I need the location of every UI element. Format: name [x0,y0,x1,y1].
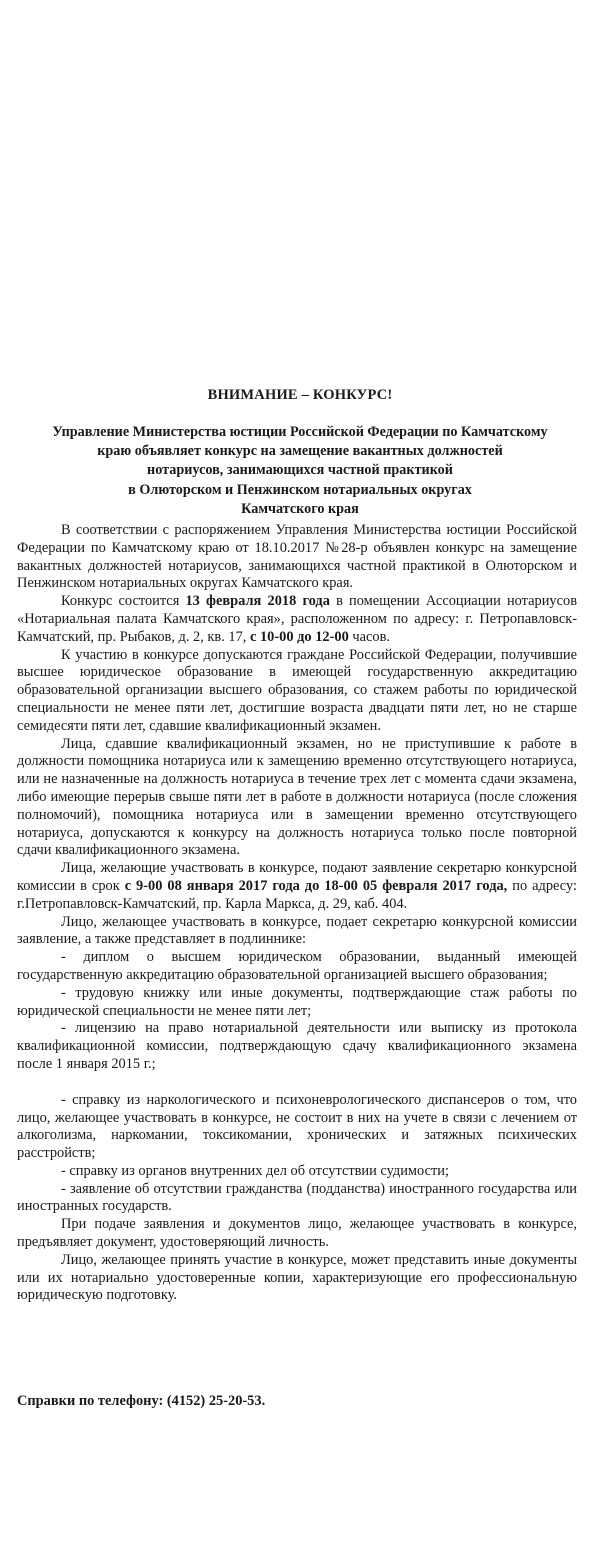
paragraph-reexam: Лица, сдавшие квалификационный экзамен, но не приступившие к работе в должности помощника нотариуса или к замещению временно отсутствующего нотариуса, или не назначенные на должность нотариуса в течение трех лет с момента сдачи экзамена, либо имеющие перерыв свыше пяти лет в работе в должности нотариуса (после сложения полномочий), помощника нотариуса или в замещении временно отсутствующего нотариуса, допускаются к конкурсу на должность нотариуса только после повторной сдачи квалификационного экзамена. [17,735,577,859]
announcement-heading [20,423,580,519]
announcement-body [17,522,577,1305]
list-item: - трудовую книжку или иные документы, подтверждающие стаж работы по юридической специальности не менее пяти лет; [17,984,577,1019]
contest-date: 13 февраля 2018 года [185,593,330,610]
list-item: - диплом о высшем юридическом образовании, выданный имеющей государственную аккредитацию образовательной организацией высшего образования; [17,949,577,983]
list-item: - заявление об отсутствии гражданства (подданства) иностранного государства или иностранных государств. [17,1180,577,1215]
list-item: - лицензию на право нотариальной деятельности или выписку из протокола квалификационной комиссии, подтверждающую сдачу квалификационного экзамена после 1 января 2015 г.; [17,1020,577,1072]
reference-phone: Справки по телефону: (4152) 25-20-53. [17,1393,266,1409]
contest-time: с 10-00 до 12-00 [250,628,349,645]
heading-line: краю объявляет конкурс на замещение вакантных должностей [97,443,503,460]
heading-line: Камчатского края [241,500,359,517]
heading-line: Управление Министерства юстиции Российской Федерации по Камчатскому [52,424,548,440]
heading-line: в Олюторском и Пенжинском нотариальных округах [128,481,472,498]
heading-line: нотариусов, занимающихся частной практикой [147,462,453,479]
application-period: с 9-00 08 января 2017 года до 18-00 05 февраля 2017 года, [124,877,508,894]
paragraph-eligibility: К участию в конкурсе допускаются граждане Российской Федерации, получившие высшее юридическое образование в имеющей государственную аккредитацию образовательной организации высшего образования, со стажем работы по юридической специальности не менее пяти лет, достигшие возраста двадцати пяти лет, но не старше семидесяти пяти лет, сдавшие квалификационный экзамен. [17,646,577,734]
paragraph-basis: В соответствии с распоряжением Управления Министерства юстиции Российской Федерации по Камчатскому краю от 18.10.2017 №28-р объявлен конкурс на замещение вакантных должностей нотариусов, занимающихся частной практикой в Олюторском и Пенжинском нотариальных округах Камчатского края. [17,522,577,592]
list-item: - справку из наркологического и психоневрологического диспансеров о том, что лицо, желающее участвовать в конкурсе, не состоит в них на учете в связи с лечением от алкоголизма, наркомании, токсикомании, хронических и затяжных психических расстройств; [17,1091,577,1162]
paragraph-contest-date: Конкурс состоится 13 февраля 2018 года в помещении Ассоциации нотариусов «Нотариальная палата Камчатского края», расположенном по адресу: г. Петропавловск-Камчатский, пр. Рыбаков, д. 2, кв. 17, с 10-00 до 12-00 часов. [17,593,577,645]
document-title: ВНИМАНИЕ – КОНКУРС! [207,387,393,403]
paragraph-identity: При подаче заявления и документов лицо, желающее участвовать в конкурсе, предъявляет документ, удостоверяющий личность. [17,1216,577,1251]
paragraph-documents: Лицо, желающее участвовать в конкурсе, подает секретарю конкурсной комиссии заявление, а также представляет в подлиннике: [17,913,577,948]
paragraph-application: Лица, желающие участвовать в конкурсе, подают заявление секретарю конкурсной комиссии в срок с 9-00 08 января 2017 года до 18-00 05 февраля 2017 года, по адресу: г.Петропавловск-Камчатский, пр. Карла Маркса, д. 29, каб. 404. [17,860,577,912]
paragraph-extra-documents: Лицо, желающее принять участие в конкурсе, может представить иные документы или их нотариально удостоверенные копии, характеризующие его профессиональную юридическую подготовку. [17,1251,577,1304]
list-item: - справку из органов внутренних дел об отсутствии судимости; [61,1162,449,1179]
